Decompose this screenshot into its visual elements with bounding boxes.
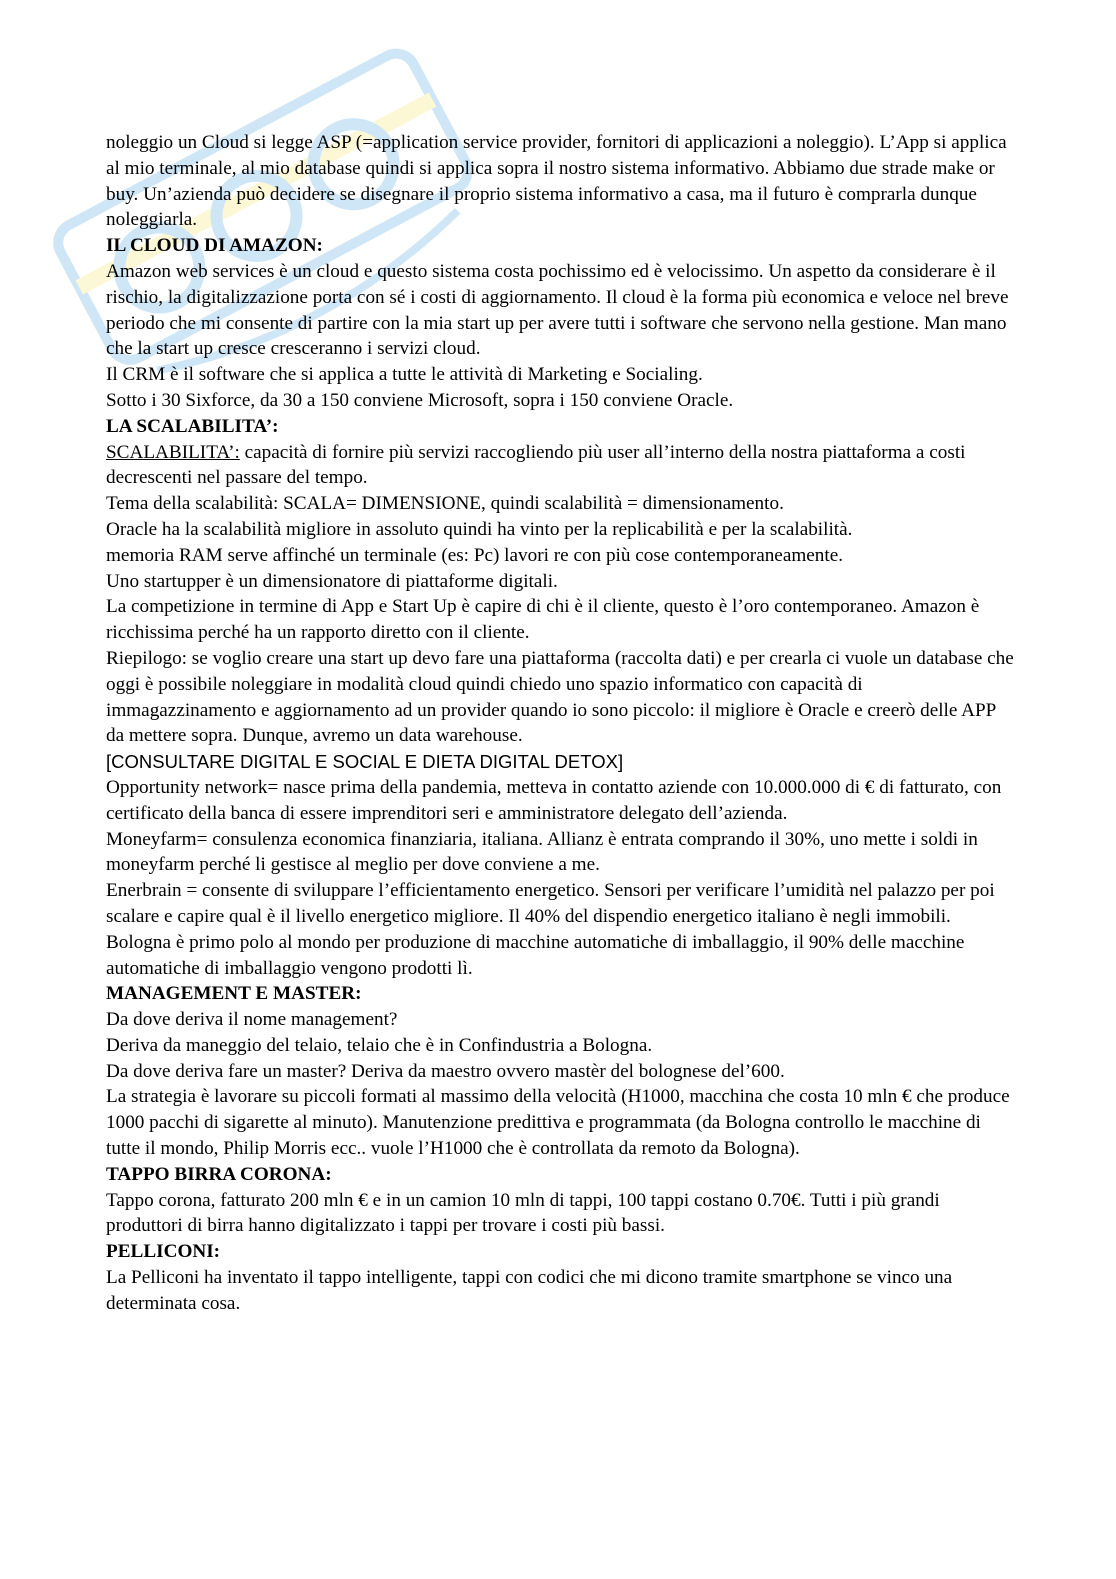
document-body — [106, 130, 1016, 1317]
paragraph: La competizione in termine di App e Start Up è capire di chi è il cliente, questo è l’oro contemporaneo. Amazon è ricchissima perché ha un rapporto diretto con il cliente. — [106, 596, 980, 644]
paragraph: memoria RAM serve affinché un terminale (es: Pc) lavori re con più cose contemporaneamente. — [106, 544, 844, 566]
paragraph: Tema della scalabilità: SCALA= DIMENSIONE, quindi scalabilità = dimensionamento. — [106, 493, 784, 515]
paragraph: Sotto i 30 Sixforce, da 30 a 150 conviene Microsoft, sopra i 150 conviene Oracle. — [106, 389, 734, 411]
defined-term: SCALABILITA’: — [106, 441, 240, 463]
paragraph: noleggio un Cloud si legge ASP (=application service provider, fornitori di applicazioni a noleggio). L’App si applica al mio terminale, al mio database quindi si applica sopra il nostro sistema informativo. Abbiamo due strade make or buy. Un’azienda può decidere se disegnare il proprio sistema informativo a casa, ma il futuro è comprarla dunque noleggiarla. — [106, 132, 1007, 231]
section-heading-pelliconi: PELLICONI: — [106, 1241, 221, 1263]
paragraph: La Pelliconi ha inventato il tappo intelligente, tappi con codici che mi dicono tramite smartphone se vinco una determinata cosa. — [106, 1267, 953, 1314]
paragraph: Oracle ha la scalabilità migliore in assoluto quindi ha vinto per la replicabilità e per la scalabilità. — [106, 518, 853, 540]
section-heading-management: MANAGEMENT E MASTER: — [106, 983, 362, 1005]
paragraph: Da dove deriva il nome management? — [106, 1009, 398, 1031]
paragraph: Tappo corona, fatturato 200 mln € e in un camion 10 mln di tappi, 100 tappi costano 0.70€. Tutti i più grandi produttori di birra hanno digitalizzato i tappi per trovare i costi più bassi. — [106, 1189, 940, 1237]
section-heading-scalabilita: LA SCALABILITA’: — [106, 415, 279, 437]
section-heading-tappo: TAPPO BIRRA CORONA: — [106, 1163, 332, 1185]
paragraph-note: [CONSULTARE DIGITAL E SOCIAL E DIETA DIGITAL DETOX] — [106, 751, 624, 773]
paragraph: Da dove deriva fare un master? Deriva da maestro ovvero mastèr del bolognese del’600. — [106, 1060, 785, 1082]
paragraph: Uno startupper è un dimensionatore di piattaforme digitali. — [106, 570, 558, 592]
paragraph-definition — [106, 440, 1016, 492]
section-heading-amazon: IL CLOUD DI AMAZON: — [106, 235, 323, 257]
paragraph: Opportunity network= nasce prima della pandemia, metteva in contatto aziende con 10.000.000 di € di fatturato, con certificato della banca di essere imprenditori seri e amministratore delegato dell’azienda. — [106, 776, 1002, 824]
paragraph: Enerbrain = consente di sviluppare l’efficientamento energetico. Sensori per verificare l’umidità nel palazzo per poi scalare e capire qual è il livello energetico migliore. Il 40% del dispendio energetico italiano è negli immobili. — [106, 880, 995, 927]
paragraph: La strategia è lavorare su piccoli formati al massimo della velocità (H1000, macchina che costa 10 mln € che produce 1000 pacchi di sigarette al minuto). Manutenzione predittiva e programmata (da Bologna controllo le macchine di tutte il mondo, Philip Morris ecc.. vuole l’H1000 che è controllata da remoto da Bologna). — [106, 1086, 1010, 1160]
paragraph: Riepilogo: se voglio creare una start up devo fare una piattaforma (raccolta dati) e per crearla ci vuole un database che oggi è possibile noleggiare in modalità cloud quindi chiedo uno spazio informatico con capacità di immagazzinamento e aggiornamento ad un provider quando io sono piccolo: il migliore è Oracle e creerò delle APP da mettere sopra. Dunque, avremo un data warehouse. — [106, 647, 1014, 747]
paragraph: Amazon web services è un cloud e questo sistema costa pochissimo ed è velocissimo. Un aspetto da considerare è il rischio, la digitalizzazione porta con sé i costi di aggiornamento. Il cloud è la forma più economica e veloce nel breve periodo che mi consente di partire con la mia start up per avere tutti i software che servono nella gestione. Man mano che la start up cresce cresceranno i servizi cloud. — [106, 260, 1009, 360]
paragraph: Deriva da maneggio del telaio, telaio che è in Confindustria a Bologna. — [106, 1034, 653, 1056]
paragraph: Il CRM è il software che si applica a tutte le attività di Marketing e Socialing. — [106, 364, 703, 386]
paragraph: Bologna è primo polo al mondo per produzione di macchine automatiche di imballaggio, il 90% delle macchine automatiche di imballaggio vengono prodotti lì. — [106, 931, 965, 979]
paragraph: Moneyfarm= consulenza economica finanziaria, italiana. Allianz è entrata comprando il 30%, uno mette i soldi in moneyfarm perché li gestisce al meglio per dove conviene a me. — [106, 828, 978, 876]
definition-text: capacità di fornire più servizi raccogliendo più user all’interno della nostra piattaforma a costi decrescenti nel passare del tempo. — [106, 441, 966, 489]
